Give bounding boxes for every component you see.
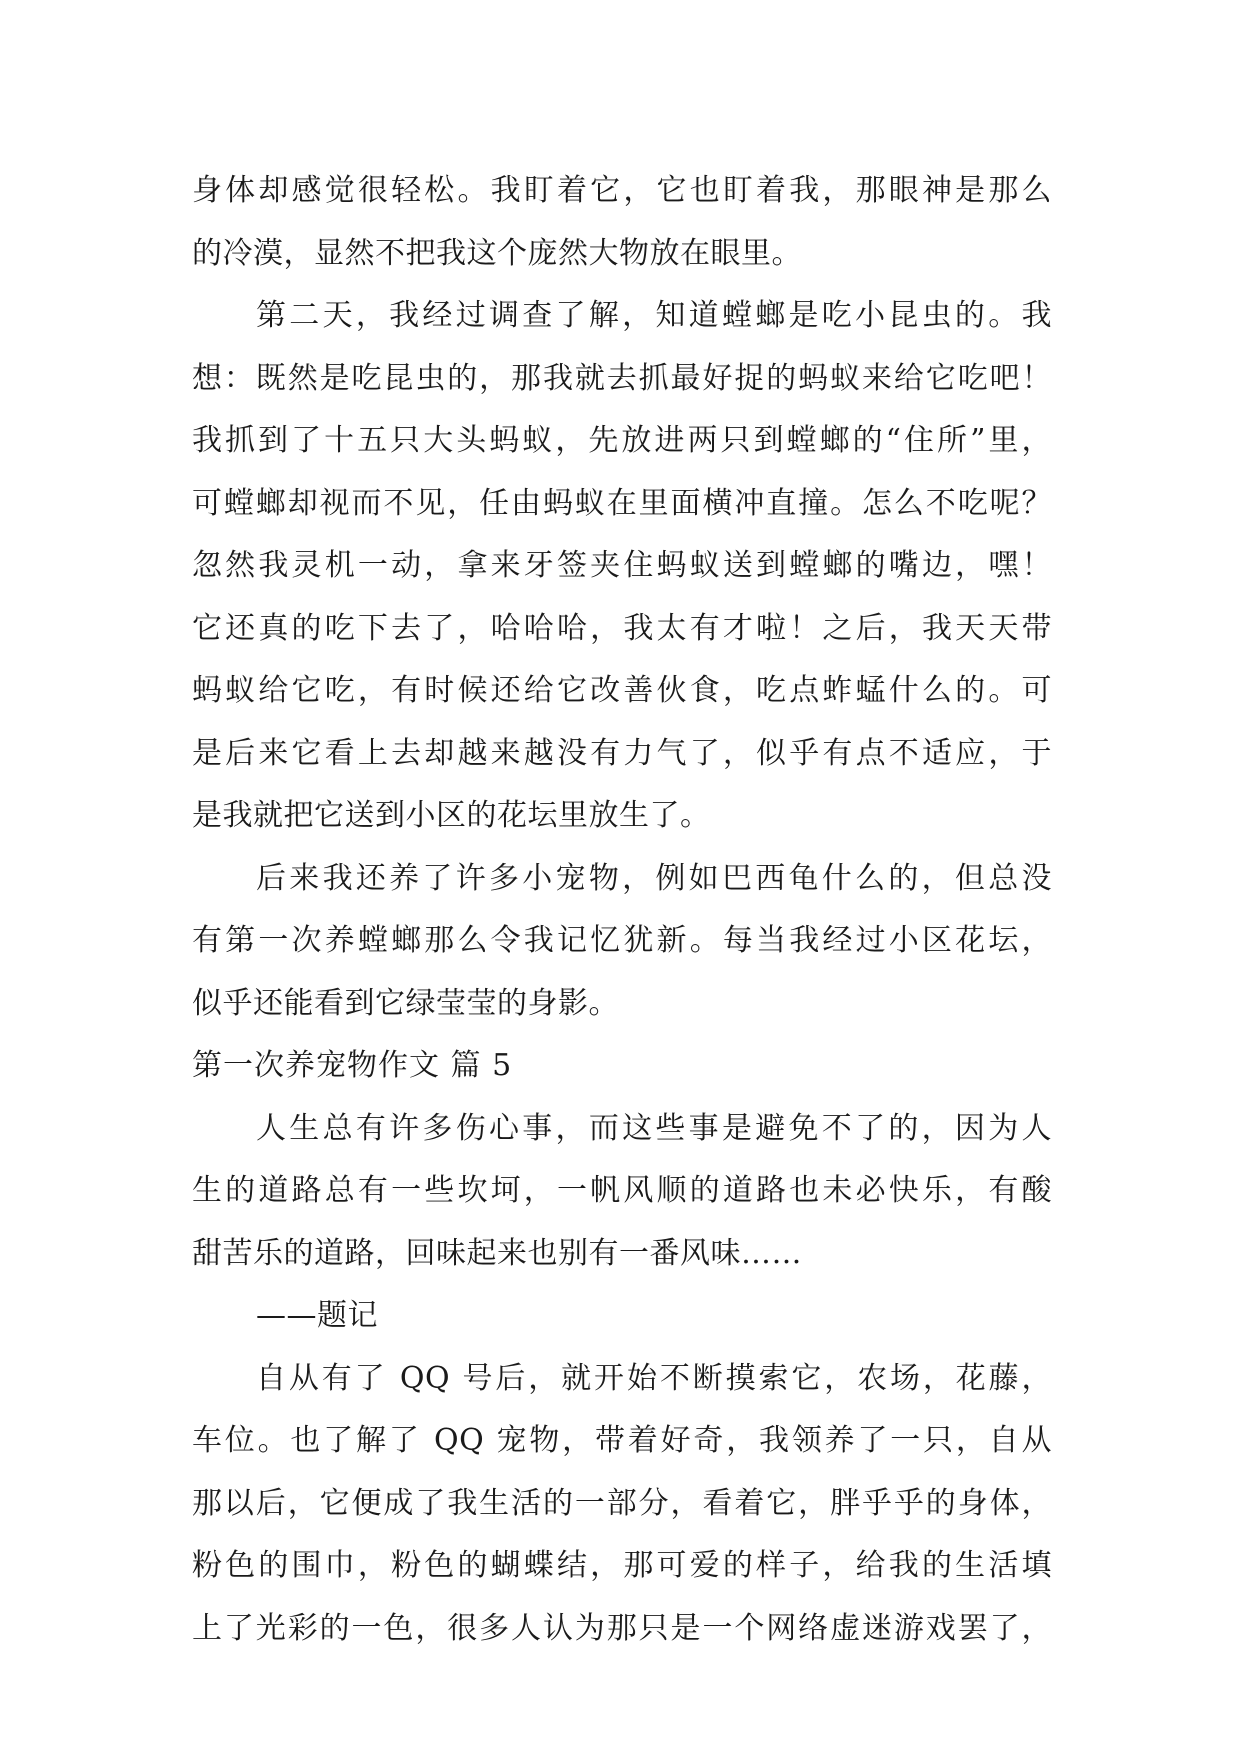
text-line: 粉色的围巾，粉色的蝴蝶结，那可爱的样子，给我的生活填	[192, 1548, 1052, 1583]
article-body	[192, 160, 1052, 1660]
text-line: 的冷漠，显然不把我这个庞然大物放在眼里。	[192, 235, 802, 271]
text-line: 是我就把它送到小区的花坛里放生了。	[192, 798, 711, 833]
text-line: 那以后，它便成了我生活的一部分，看着它，胖乎乎的身体，	[192, 1485, 1052, 1521]
text-line: 人生总有许多伤心事，而这些事是避免不了的，因为人	[256, 1110, 1052, 1146]
text-line: 身体却感觉很轻松。我盯着它，它也盯着我，那眼神是那么	[192, 173, 1052, 208]
text-line: 车位。也了解了 QQ 宠物，带着好奇，我领养了一只，自从	[192, 1423, 1052, 1458]
text-line: 第二天，我经过调查了解，知道螳螂是吃小昆虫的。我	[256, 298, 1052, 333]
text-line: 甜苦乐的道路，回味起来也别有一番风味……	[192, 1235, 802, 1271]
text-line: 后来我还养了许多小宠物，例如巴西龟什么的，但总没	[256, 860, 1052, 896]
text-line: 蚂蚁给它吃，有时候还给它改善伙食，吃点蚱蜢什么的。可	[192, 673, 1052, 708]
text-line: 想：既然是吃昆虫的，那我就去抓最好捉的蚂蚁来给它吃吧！	[192, 360, 1052, 396]
text-line: 我抓到了十五只大头蚂蚁，先放进两只到螳螂的“住所”里，	[192, 423, 1052, 458]
inscription: ——题记	[256, 1298, 378, 1333]
text-line: 是后来它看上去却越来越没有力气了，似乎有点不适应，于	[192, 735, 1052, 771]
text-line: 可螳螂却视而不见，任由蚂蚁在里面横冲直撞。怎么不吃呢？	[192, 485, 1052, 521]
text-line: 生的道路总有一些坎坷，一帆风顺的道路也未必快乐，有酸	[192, 1173, 1052, 1208]
text-line: 忽然我灵机一动，拿来牙签夹住蚂蚁送到螳螂的嘴边，嘿！	[192, 548, 1052, 583]
text-line: 上了光彩的一色，很多人认为那只是一个网络虚迷游戏罢了，	[192, 1610, 1052, 1646]
section-heading: 第一次养宠物作文 篇 5	[192, 1048, 513, 1083]
text-line: 它还真的吃下去了，哈哈哈，我太有才啦！之后，我天天带	[192, 610, 1052, 646]
text-line: 有第一次养螳螂那么令我记忆犹新。每当我经过小区花坛，	[192, 923, 1052, 958]
text-line: 自从有了 QQ 号后，就开始不断摸索它，农场，花藤，	[256, 1360, 1052, 1396]
text-line: 似乎还能看到它绿莹莹的身影。	[192, 985, 619, 1021]
